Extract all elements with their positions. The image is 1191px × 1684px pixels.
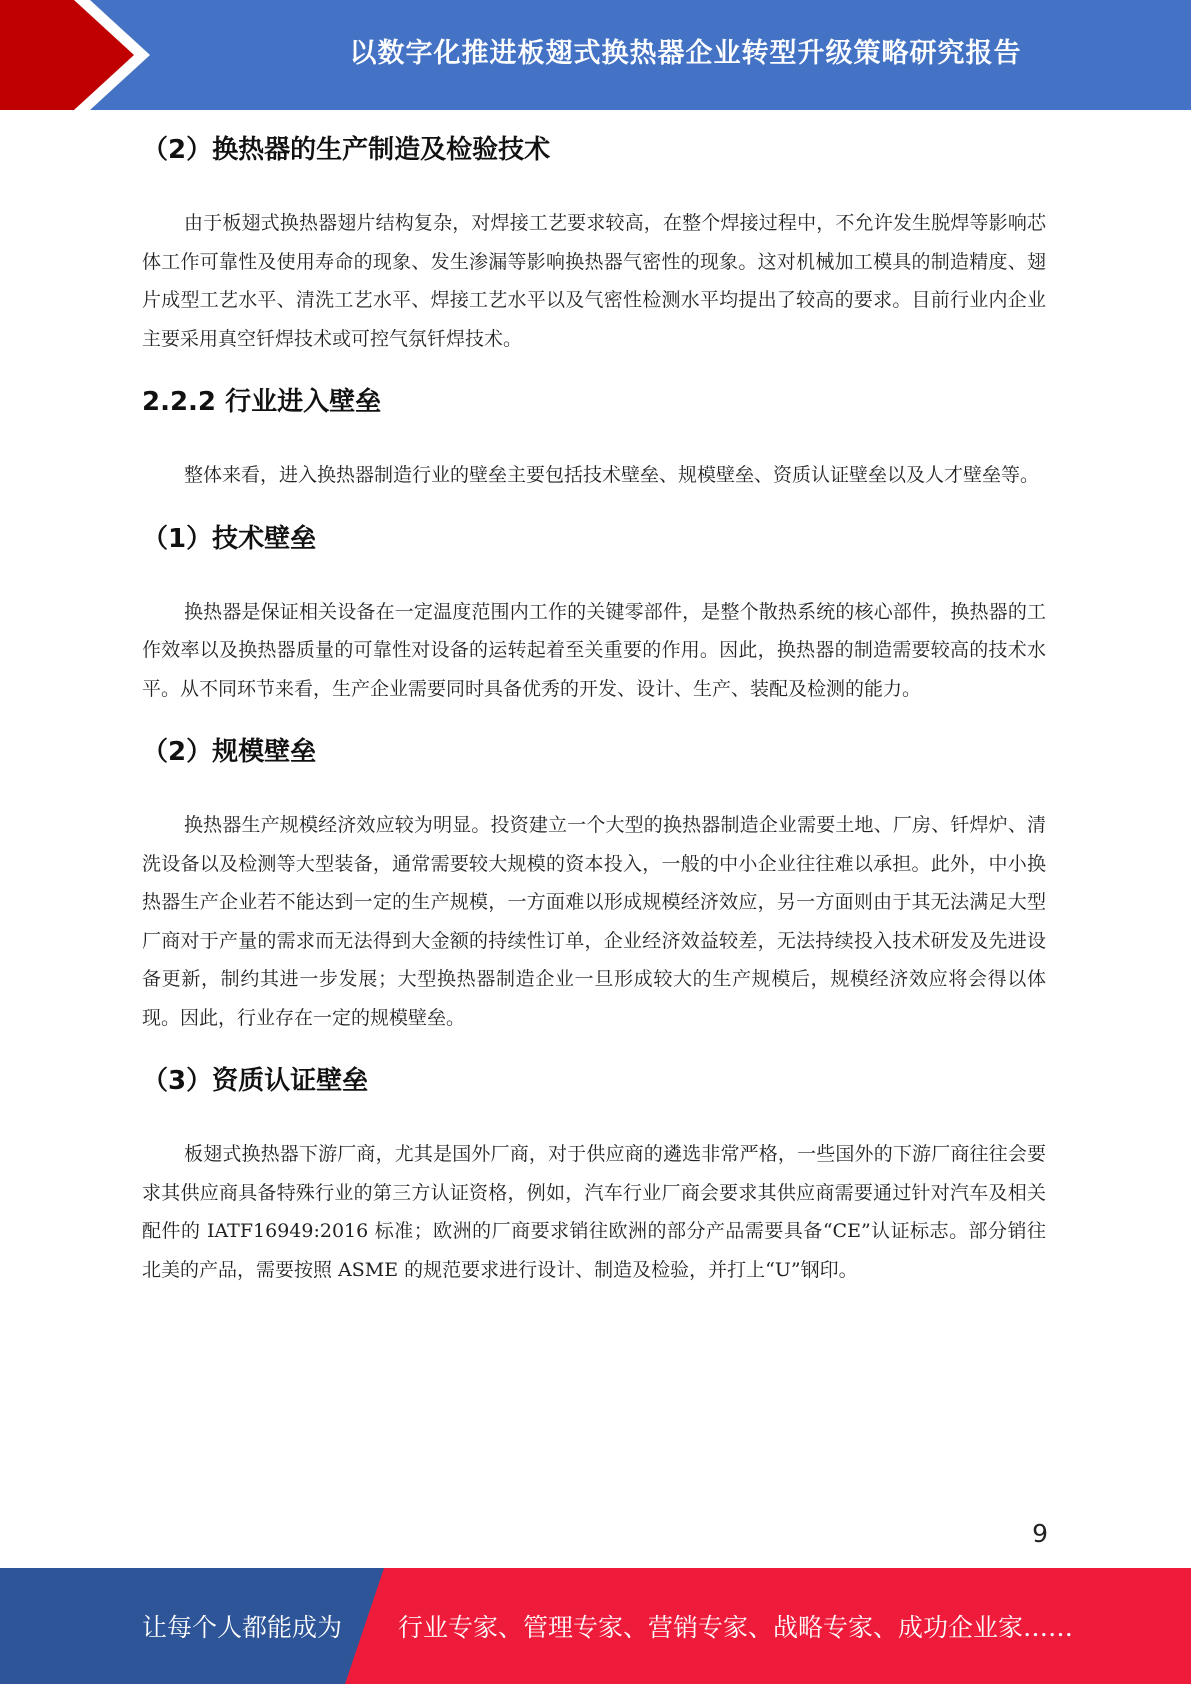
paragraph: 整体来看，进入换热器制造行业的壁垒主要包括技术壁垒、规模壁垒、资质认证壁垒以及人才壁垒等。	[184, 464, 1040, 486]
subsection-heading: （3）资质认证壁垒	[142, 1066, 369, 1096]
page-content	[142, 110, 1046, 1289]
page-header	[0, 0, 1191, 110]
report-title: 以数字化推进板翅式换热器企业转型升级策略研究报告	[349, 37, 1022, 69]
paragraph: 换热器是保证相关设备在一定温度范围内工作的关键零部件，是整个散热系统的核心部件，换热器的工作效率以及换热器质量的可靠性对设备的运转起着至关重要的作用。因此，换热器的制造需要较高的技术水平。从不同环节来看，生产企业需要同时具备优秀的开发、设计、生产、装配及检测的能力。	[142, 600, 1046, 700]
section-heading: 2.2.2 行业进入壁垒	[142, 387, 382, 417]
subsection-heading: （2）规模壁垒	[142, 737, 317, 767]
subsection-heading: （1）技术壁垒	[142, 523, 317, 554]
footer-slogan-right: 行业专家、管理专家、营销专家、战略专家、成功企业家……	[398, 1613, 1074, 1642]
paragraph: 由于板翅式换热器翅片结构复杂，对焊接工艺要求较高，在整个焊接过程中，不允许发生脱焊等影响芯体工作可靠性及使用寿命的现象、发生渗漏等影响换热器气密性的现象。这对机械加工模具的制造精度、翅片成型工艺水平、清洗工艺水平、焊接工艺水平以及气密性检测水平均提出了较高的要求。目前行业内企业主要采用真空钎焊技术或可控气氛钎焊技术。	[142, 212, 1046, 350]
paragraph: 板翅式换热器下游厂商，尤其是国外厂商，对于供应商的遴选非常严格，一些国外的下游厂商往往会要求其供应商具备特殊行业的第三方认证资格，例如，汽车行业厂商会要求其供应商需要通过针对汽车及相关配件的 IATF16949:2016 标准；欧洲的厂商要求销往欧洲的部分产品需要具备“CE”认证标志。部分销往北美的产品，需要按照 ASME 的规范要求进行设计、制造及检验，并打上“U”钢印。	[142, 1143, 1046, 1281]
subsection-heading: （2）换热器的生产制造及检验技术	[142, 135, 551, 165]
paragraph: 换热器生产规模经济效应较为明显。投资建立一个大型的换热器制造企业需要土地、厂房、钎焊炉、清洗设备以及检测等大型装备，通常需要较大规模的资本投入，一般的中小企业往往难以承担。此外，中小换热器生产企业若不能达到一定的生产规模，一方面难以形成规模经济效应，另一方面则由于其无法满足大型厂商对于产量的需求而无法得到大金额的持续性订单，企业经济效益较差，无法持续投入技术研发及先进设备更新，制约其进一步发展；大型换热器制造企业一旦形成较大的生产规模后，规模经济效应将会得以体现。因此，行业存在一定的规模壁垒。	[142, 814, 1046, 1029]
page-number: 9	[1032, 1519, 1048, 1548]
page-footer	[0, 1568, 1191, 1684]
footer-slogan-left: 让每个人都能成为	[142, 1613, 343, 1642]
